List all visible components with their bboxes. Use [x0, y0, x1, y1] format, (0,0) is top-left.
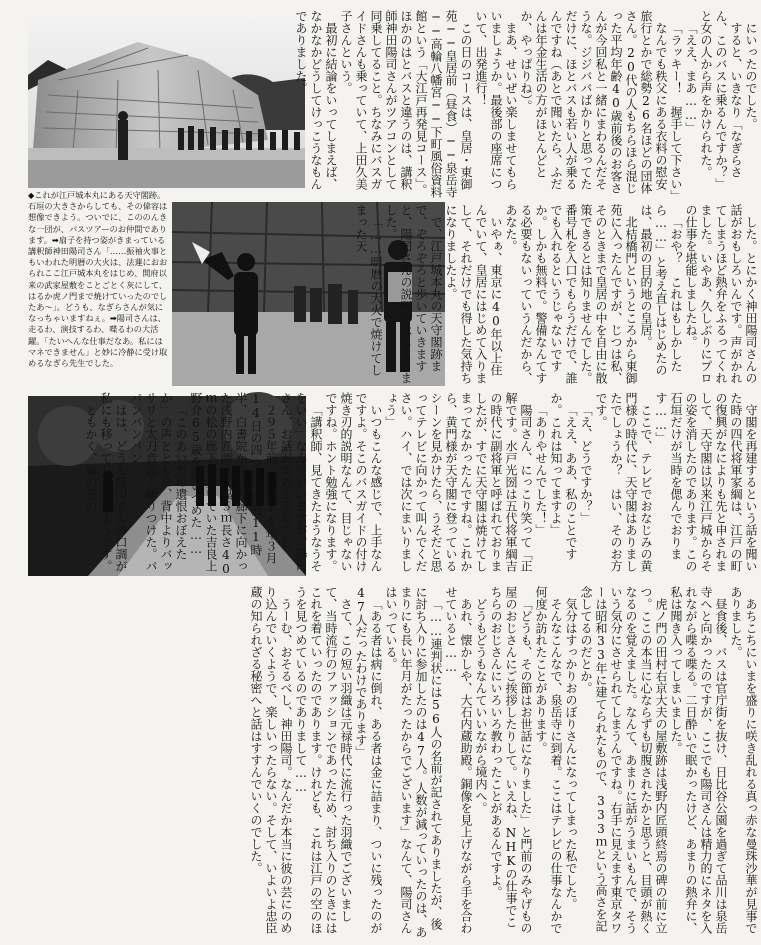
paragraph: 「……明暦の大火で焼けてしまった天: [354, 204, 383, 376]
paragraph: した。とにかく神田陽司さんの話がおもしろいんです。声がかれてしまうほど熱弁をふるってくれました。いやあ、久しぶりにプロの仕事を堪能しましたね。: [684, 204, 758, 384]
paragraph: この日のコースは、皇居・東御苑──皇居前（昼食）──泉岳寺──高輪八幡宮──下町風俗資料館という「大江戸再発見コース」。ほかのはとバスと違うのは、講釈師神田陽司さんがツアコンとして同乗してること。ちなみにバスガイドさんも乗っていて、上田久美子さんという。: [339, 10, 473, 198]
paragraph: ここで、テレビでおなじみの黄門様の時代に、天守閣はありましたでしょうか？ はい、そのお方です。: [594, 392, 653, 572]
paragraph: 昼食後、バスは官庁街を抜け、日比谷公園を過ぎて品川は泉岳寺へと向かったのですが、ここでも陽司さんは精力的にネタを入れながら喋る喋る。二日酔いで眠かったけど、あまりの熱弁に、私は聞き入ってしまいました。: [669, 586, 728, 934]
paragraph: 「ええ、まあ……」: [684, 22, 698, 134]
paragraph: あちこちにいまを盛りに咲き乱れる真っ赤な曼珠沙華が見事でありました。: [729, 586, 758, 934]
paragraph: まあ、せいぜい楽しませてもらいましょうか。最後部の座席について、出発進行！: [474, 10, 518, 190]
paragraph: すると、いきなり「なぎらさん、このバスに乗るんですか？」と女の人から声をかけられた。: [699, 10, 743, 190]
text-column-upper-middle: [354, 204, 758, 384]
paragraph: 「おや？ これはもしかしたら……」と考え直しはじめたのは、最初の目的地の皇居。: [639, 204, 683, 376]
paragraph: いつもこんな感じで、上手なんですよ。そこのバスガイドの付け焼き刃的説明なんて、目じゃないですね。ホント勉強になります。: [324, 392, 383, 572]
paragraph: あれ、懐かしや、大石内蔵助殿。銅像を見上げながら手を合わせていると……: [444, 586, 473, 934]
text-column-bottom: [24, 586, 758, 938]
paragraph: どうもどうもなんていいながら境内へ。: [474, 598, 488, 814]
paragraph: 「ある者は病に倒れ、ある者は金に詰まり、ついに残ったのが47人だったわけであります」: [354, 586, 383, 934]
paragraph: 「どうも、その節はお世話になりました」と門前のみやげもの屋のおじさんにご挨拶したりして。いえね、NHKの仕事でこちらのおじさんにいろいろ教わったことがあるんですよ。: [489, 586, 533, 934]
paragraph: 「え、どうですか？」: [579, 404, 593, 524]
paragraph: 守閣を再建するという話を聞いた時の四代将軍家綱は、江戸の町の復興がなによりも先と申されまして、天守閣は以来江戸城からその姿を消したのであります。この石垣だけが当時を偲んでおります……」: [654, 392, 758, 572]
photo-tenshu-stone-wall: [28, 20, 305, 188]
photo-tenshu-stone-wall-graphic: [28, 20, 305, 188]
paragraph: いやぁ、東京に40年以上住んでいて、皇居にはじめて入りまして、それだけでも得した気持ちになりましたよ。: [444, 204, 503, 384]
paragraph: 「ええ、ああ、私のことですか。これは知ってますよ」: [549, 392, 578, 560]
paragraph: で、江戸城本丸の天守閣跡まで、ぞろぞろと歩いていきますと、陽司さんの説明がはじまりました。: [384, 204, 443, 384]
paragraph: 陽司さん、にっこり笑って「正解です。水戸光圀は五代将軍綱吉の時代に副将軍と呼ばれておりましたが、すでに天守閣は焼けてしまってなかったんですね。これから、黄門様が天守閣に登っているシーンを見かけたら、うそだと思ってテレビに向かって叫んでください。ハイ、では次にまいりましょう」: [384, 392, 533, 572]
paragraph: ２９５年前、元禄14年３月14日の四つ半、午前11時半、白書院から松の廊下に向かった浅野内匠頭は、幅５ｍ長さ40ｍの松の廊下を歩いていた吉良上野介65歳を追いつめた……: [189, 392, 278, 576]
paragraph: 北桔橋門というところから東御苑に入ったんですが、じつは私、そのときまで皇居の中を自由に散策できるとは知りませんでした。番号札を入口でもらうだけで、誰でも入れるというじゃないですか。しかも無料で。警備なんてする必要もないっていうんだから、あなた。: [504, 204, 638, 384]
paragraph: はは、どうも陽司さんの口調が私にも移ってしまったようです。: [99, 392, 128, 572]
paragraph: 気分はすっかりおのぼりさんになってしまった私でした。: [564, 598, 578, 910]
text-column-middle: [84, 392, 758, 576]
paragraph: 「講釈師、見てきたようなうそをいい」なんていいますが、陽司さん、お話がまあ上手なこと。: [279, 392, 323, 572]
paragraph: さて、この短い羽織は元禄時代に流行った羽織でございまして、当時流行のファッションであったため、討ち入りのときにはこれを着ていったのであります。けれども、これは江戸の空のほうを見つめているのでありまして……: [294, 586, 353, 934]
paragraph: 「このあいだの遺恨おぼえたか」の声とともに、背中よりバッサリと太刀音高く斬りつけた。パパンパンパン……: [129, 392, 188, 572]
paragraph: なんでも秩父にある衣料の慰安旅行とかで総勢26名ほどの団体さん。20代の人もちらほら混じった平均年齢40歳前後のお客さんが今回私と一緒にまわるんだそうな。ジジババばかりと思ってただけに、ほとバスも若い人が乗るんですね（あとで聞いたら、ふだんは年金生活の方がほとんどとか、やっぱりね）。: [519, 10, 668, 194]
photo-caption: ◆これが江戸城本丸にある天守閣跡。石垣の大きさからしても、その偉容は想像できよう。ついでに、こののんきな一団が、バスツアーのお仲間であります。➡扇子を持つ姿がきまっている講釈師神田陽司さん「……振袖火事ともいわれた明暦の大火は、法蓮におおられここ江戸城本丸をはじめ、開府以来の武家屋敷をことごとく灰にして、はるか虎ノ門まで焼けていったのでしたあ～」。どうも、なぎらさんが気になっちゃいますねぇ。➡陽司さんは、走るわ、演技するわ、喋るわの大活躍。「たいへんな仕事だなあ。私にはマネできません」と妙に冷静に受け取めるなぎら先生でした。: [28, 190, 168, 369]
paragraph: うーむ、おそるべし、神田陽司。なんだか本当に彼の芸にのめり込んでいくようで、楽しいったらない。そして、いよいよ忠臣蔵の知られざる秘密へと話はすすんでいくのでした。: [249, 586, 293, 934]
paragraph: ともかく、緑の芝の: [84, 404, 98, 512]
paragraph: そんなこんなで、泉岳寺に到着。ここはテレビの仕事なんかで何度か訪れたことがあります。: [534, 586, 563, 934]
paragraph: 「ありやせんでした！」: [534, 404, 548, 536]
text-column-upper-right: [294, 10, 758, 202]
paragraph: 「ラッキー！ 握手して下さい」: [669, 22, 683, 202]
paragraph: 「……連判状には56人の名前が記されてありましたが、後に討ち入りに参加したのは47人。人数が減っていったのは、あまりにも長い年月がたったからでございます」なんて、陽司さんはいっている。: [384, 586, 443, 938]
paragraph: 虎ノ門の田村右京大夫の屋敷跡は浅野内匠頭終焉の碑の前に立つ。ここの本当に心ならずも切腹されたかと思うと、目頭が熱くなるのを覚えました。なんて、あまりに話がうまいもんで、そういう気分にさせられてしまうんですね。右手に見えます東京タワーは昭和33年に建てられたもので、333ｍという高さを記念してるのだとか。: [579, 586, 668, 934]
paragraph: 最初に結論をいってしまえば、なかなかどうしてけっこうなもんでありました。: [294, 10, 338, 190]
paragraph: にいったのでした。: [744, 22, 758, 130]
